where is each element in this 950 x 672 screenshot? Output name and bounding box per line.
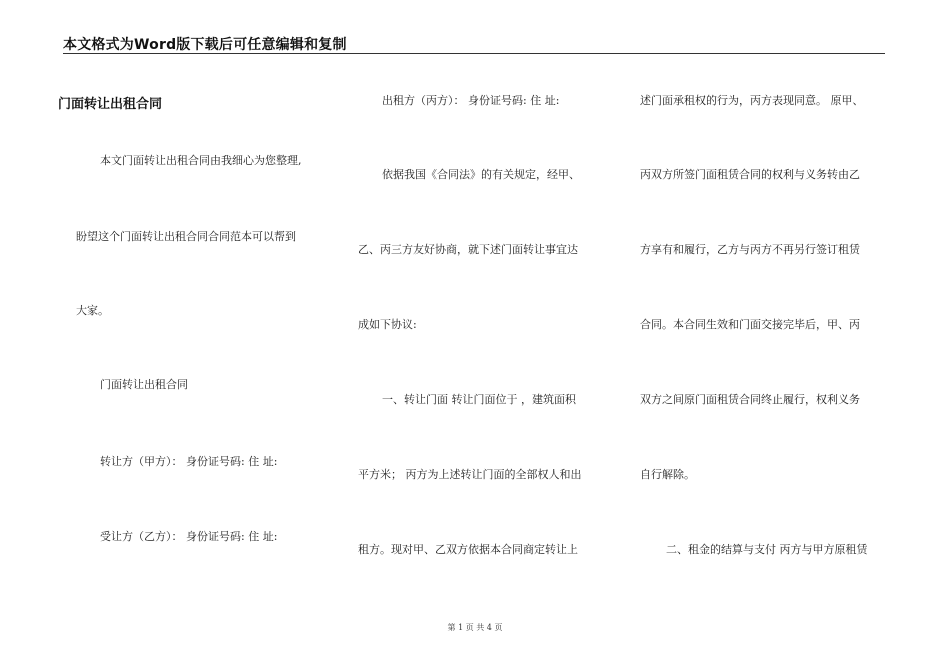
section-heading: 门面转让出租合同 <box>100 378 188 391</box>
document-title: 门面转让出租合同 <box>58 97 163 112</box>
paragraph-line: 大家。 <box>76 304 109 317</box>
paragraph-line: 本文门面转让出租合同由我细心为您整理, <box>100 154 302 167</box>
paragraph-line: 平方米； 丙方为上述转让门面的全部权人和出 <box>358 468 582 481</box>
party-lessor-line: 出租方（丙方）： 身份证号码: 住 址: <box>382 94 560 107</box>
clause-line: 二、租金的结算与支付 丙方与甲方原租赁 <box>666 543 868 556</box>
paragraph-line: 盼望这个门面转让出租合同合同范本可以帮到 <box>76 230 296 243</box>
paragraph-line: 自行解除。 <box>640 468 695 481</box>
clause-line: 一、转让门面 转让门面位于 ，建筑面积 <box>382 393 576 406</box>
paragraph-line: 丙双方所签门面租赁合同的权利与义务转由乙 <box>640 168 860 181</box>
paragraph-line: 租方。现对甲、乙双方依据本合同商定转让上 <box>358 543 578 556</box>
paragraph-line: 合同。本合同生效和门面交接完毕后，甲、丙 <box>640 318 860 331</box>
paragraph-line: 方享有和履行，乙方与丙方不再另行签订租赁 <box>640 243 860 256</box>
paragraph-line: 双方之间原门面租赁合同终止履行，权利义务 <box>640 393 860 406</box>
paragraph-line: 乙、丙三方友好协商，就下述门面转让事宜达 <box>358 243 578 256</box>
header-divider <box>63 53 885 54</box>
party-transferor-line: 转让方（甲方）： 身份证号码: 住 址: <box>100 455 278 468</box>
paragraph-line: 成如下协议: <box>358 318 417 331</box>
paragraph-line: 依据我国《合同法》的有关规定，经甲、 <box>382 168 580 181</box>
page-number: 第 1 页 共 4 页 <box>447 623 503 632</box>
party-transferee-line: 受让方（乙方）： 身份证号码: 住 址: <box>100 530 278 543</box>
header-banner: 本文格式为Word版下载后可任意编辑和复制 <box>63 37 347 53</box>
paragraph-line: 述门面承租权的行为，丙方表现同意。 原甲、 <box>640 94 864 107</box>
